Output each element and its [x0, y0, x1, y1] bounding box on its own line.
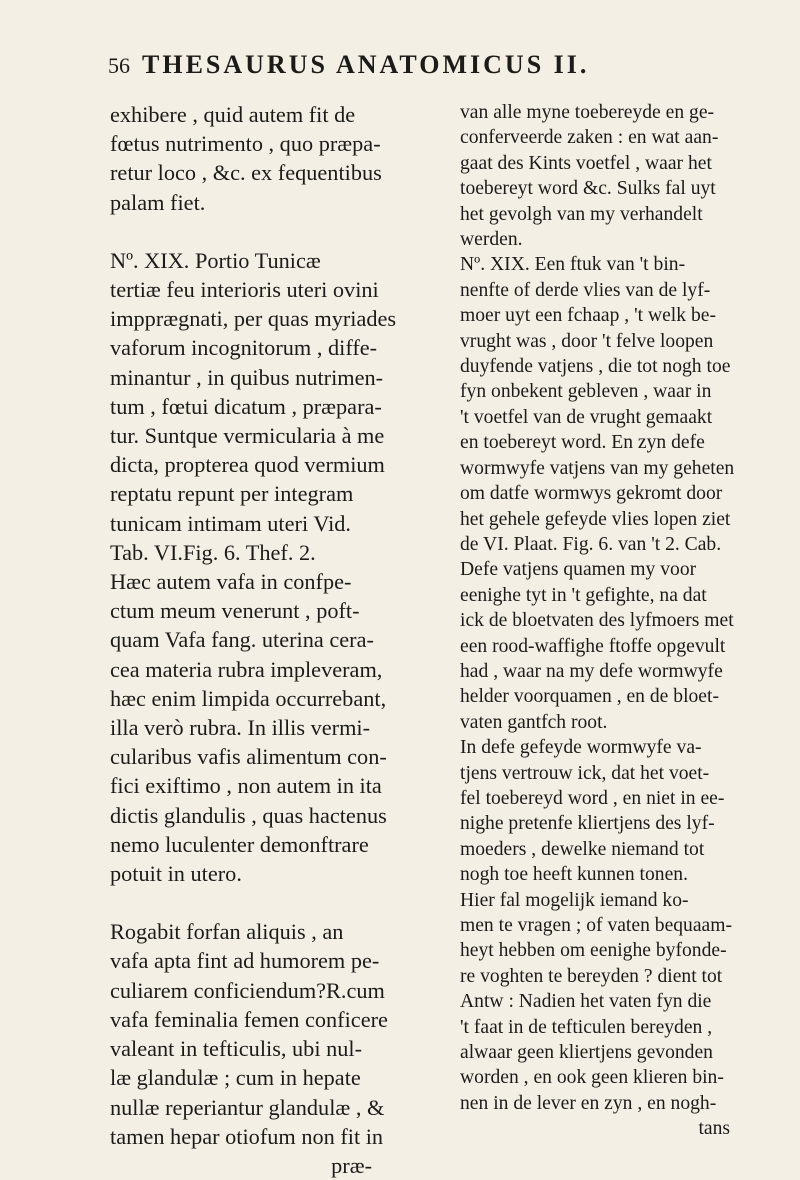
- text-line: nenfte of derde vlies van de lyf-: [460, 279, 711, 301]
- text-line: fel toebereyd word , en niet in ee-: [460, 787, 725, 809]
- text-line: retur loco , &c. ex fequentibus: [110, 160, 382, 186]
- text-line: nemo luculenter demonftrare: [110, 831, 369, 857]
- text-line: de VI. Plaat. Fig. 6. van 't 2. Cab.: [460, 533, 722, 555]
- text-line: potuit in utero.: [110, 861, 242, 887]
- text-line: 't faat in de tefticulen bereyden ,: [460, 1016, 713, 1038]
- text-line: Antw : Nadien het vaten fyn die: [460, 991, 712, 1013]
- text-line: læ glandulæ ; cum in hepate: [110, 1065, 361, 1091]
- latin-paragraph-1: [110, 100, 438, 217]
- text-line: quam Vafa fang. uterina cera-: [110, 627, 374, 653]
- latin-paragraph-3: [110, 567, 438, 888]
- dutch-column: [460, 100, 756, 1140]
- text-line: reptatu repunt per integram: [110, 481, 354, 507]
- text-line: om datfe wormwys gekromt door: [460, 483, 723, 505]
- text-line: het gehele gefeyde vlies lopen ziet: [460, 508, 731, 530]
- text-line: vrught was , door 't felve loopen: [460, 330, 714, 352]
- text-line: ick de bloetvaten des lyfmoers met: [460, 610, 734, 632]
- text-line: had , waar na my defe wormwyfe: [460, 660, 723, 682]
- text-line: dicta, propterea quod vermium: [110, 452, 385, 478]
- page-number: 56: [108, 53, 130, 78]
- text-line: worden , en ook geen klieren bin-: [460, 1067, 724, 1089]
- text-line: vafa feminalia femen conficere: [110, 1006, 388, 1032]
- text-line: conferveerde zaken : en wat aan-: [460, 127, 719, 149]
- text-line: en toebereyt word. En zyn defe: [460, 432, 705, 454]
- text-line: 't voetfel van de vrught gemaakt: [460, 406, 713, 428]
- text-line: impprægnati, per quas myriades: [110, 306, 397, 332]
- text-line: tjens vertrouw ick, dat het voet-: [460, 762, 710, 784]
- text-line: minantur , in quibus nutrimen-: [110, 364, 384, 390]
- text-line: cularibus vafis alimentum con-: [110, 744, 387, 770]
- text-line: moeders , dewelke niemand tot: [460, 838, 705, 860]
- text-line: van alle myne toebereyde en ge-: [460, 102, 715, 123]
- text-line: toebereyt word &c. Sulks fal uyt: [460, 178, 716, 200]
- text-line: duyfende vatjens , die tot nogh toe: [460, 356, 731, 378]
- text-line: nogh toe heeft kunnen tonen.: [460, 864, 688, 886]
- text-line: werden.: [460, 229, 523, 251]
- text-line: alwaar geen kliertjens gevonden: [460, 1042, 713, 1064]
- text-line: exhibere , quid autem fit de: [110, 102, 356, 127]
- latin-catchword: præ-: [331, 1152, 372, 1178]
- text-line: nen in de lever en zyn , en nogh-: [460, 1092, 717, 1114]
- text-line: ctum meum venerunt , poft-: [110, 598, 360, 624]
- text-line: illa verò rubra. In illis vermi-: [110, 715, 371, 741]
- text-line: fœtus nutrimento , quo præpa-: [110, 131, 381, 157]
- text-line: tunicam intimam uteri Vid.: [110, 510, 351, 536]
- text-line: re voghten te bereyden ? dient tot: [460, 965, 723, 987]
- text-line: gaat des Kints voetfel , waar het: [460, 152, 712, 174]
- text-line: hæc enim limpida occurrebant,: [110, 685, 387, 711]
- dutch-paragraph-2: [460, 252, 756, 557]
- text-line: palam fiet.: [110, 189, 206, 215]
- dutch-catchword: tans: [698, 1118, 730, 1140]
- running-title: THESAURUS ANATOMICUS II.: [142, 50, 590, 79]
- text-line: nighe pretenfe kliertjens des lyf-: [460, 813, 715, 835]
- text-line: Tab. VI.Fig. 6. Thef. 2.: [110, 539, 316, 565]
- page-header: [108, 50, 748, 92]
- text-line: een rood-waffighe ftoffe opgevult: [460, 635, 726, 657]
- text-line: vaten gantfch root.: [460, 711, 608, 733]
- text-line: cea materia rubra impleveram,: [110, 656, 383, 682]
- dutch-paragraph-5: [460, 888, 756, 1117]
- text-line: fici exiftimo , non autem in ita: [110, 773, 382, 799]
- text-line: culiarem conficiendum?R.cum: [110, 977, 385, 1003]
- text-line: Nº. XIX. Een ftuk van 't bin-: [460, 254, 686, 276]
- dutch-paragraph-1: [460, 100, 756, 252]
- text-line: Defe vatjens quamen my voor: [460, 559, 697, 581]
- text-line: men te vragen ; of vaten bequaam-: [460, 915, 733, 936]
- text-line: nullæ reperiantur glandulæ , &: [110, 1094, 385, 1120]
- latin-paragraph-4: [110, 917, 438, 1151]
- text-line: dictis glandulis , quas hactenus: [110, 802, 387, 828]
- text-line: wormwyfe vatjens van my geheten: [460, 457, 735, 479]
- text-line: vaforum incognitorum , diffe-: [110, 335, 378, 361]
- text-line: moer uyt een fchaap , 't welk be-: [460, 305, 716, 327]
- text-line: tur. Suntque vermicularia à me: [110, 423, 385, 449]
- text-line: Nº. XIX. Portio Tunicæ: [110, 247, 321, 273]
- text-line: het gevolgh van my verhandelt: [460, 203, 703, 225]
- latin-column: [110, 100, 438, 1178]
- latin-paragraph-2: [110, 246, 438, 567]
- text-line: vafa apta fint ad humorem pe-: [110, 948, 380, 974]
- dutch-paragraph-4: [460, 735, 756, 887]
- text-line: tamen hepar otiofum non fit in: [110, 1123, 384, 1149]
- text-line: tertiæ feu interioris uteri ovini: [110, 277, 379, 303]
- text-line: Hæc autem vafa in confpe-: [110, 569, 352, 595]
- text-line: Hier fal mogelijk iemand ko-: [460, 889, 689, 911]
- dutch-paragraph-3: [460, 557, 756, 735]
- text-line: heyt hebben om eenighe byfonde-: [460, 940, 727, 962]
- text-line: eenighe tyt in 't gefighte, na dat: [460, 584, 707, 606]
- text-line: In defe gefeyde wormwyfe va-: [460, 737, 702, 759]
- text-line: Rogabit forfan aliquis , an: [110, 919, 344, 945]
- text-line: tum , fœtui dicatum , præpara-: [110, 393, 382, 419]
- text-line: valeant in tefticulis, ubi nul-: [110, 1036, 363, 1062]
- text-line: helder voorquamen , en de bloet-: [460, 686, 719, 708]
- text-line: fyn onbekent gebleven , waar in: [460, 381, 712, 403]
